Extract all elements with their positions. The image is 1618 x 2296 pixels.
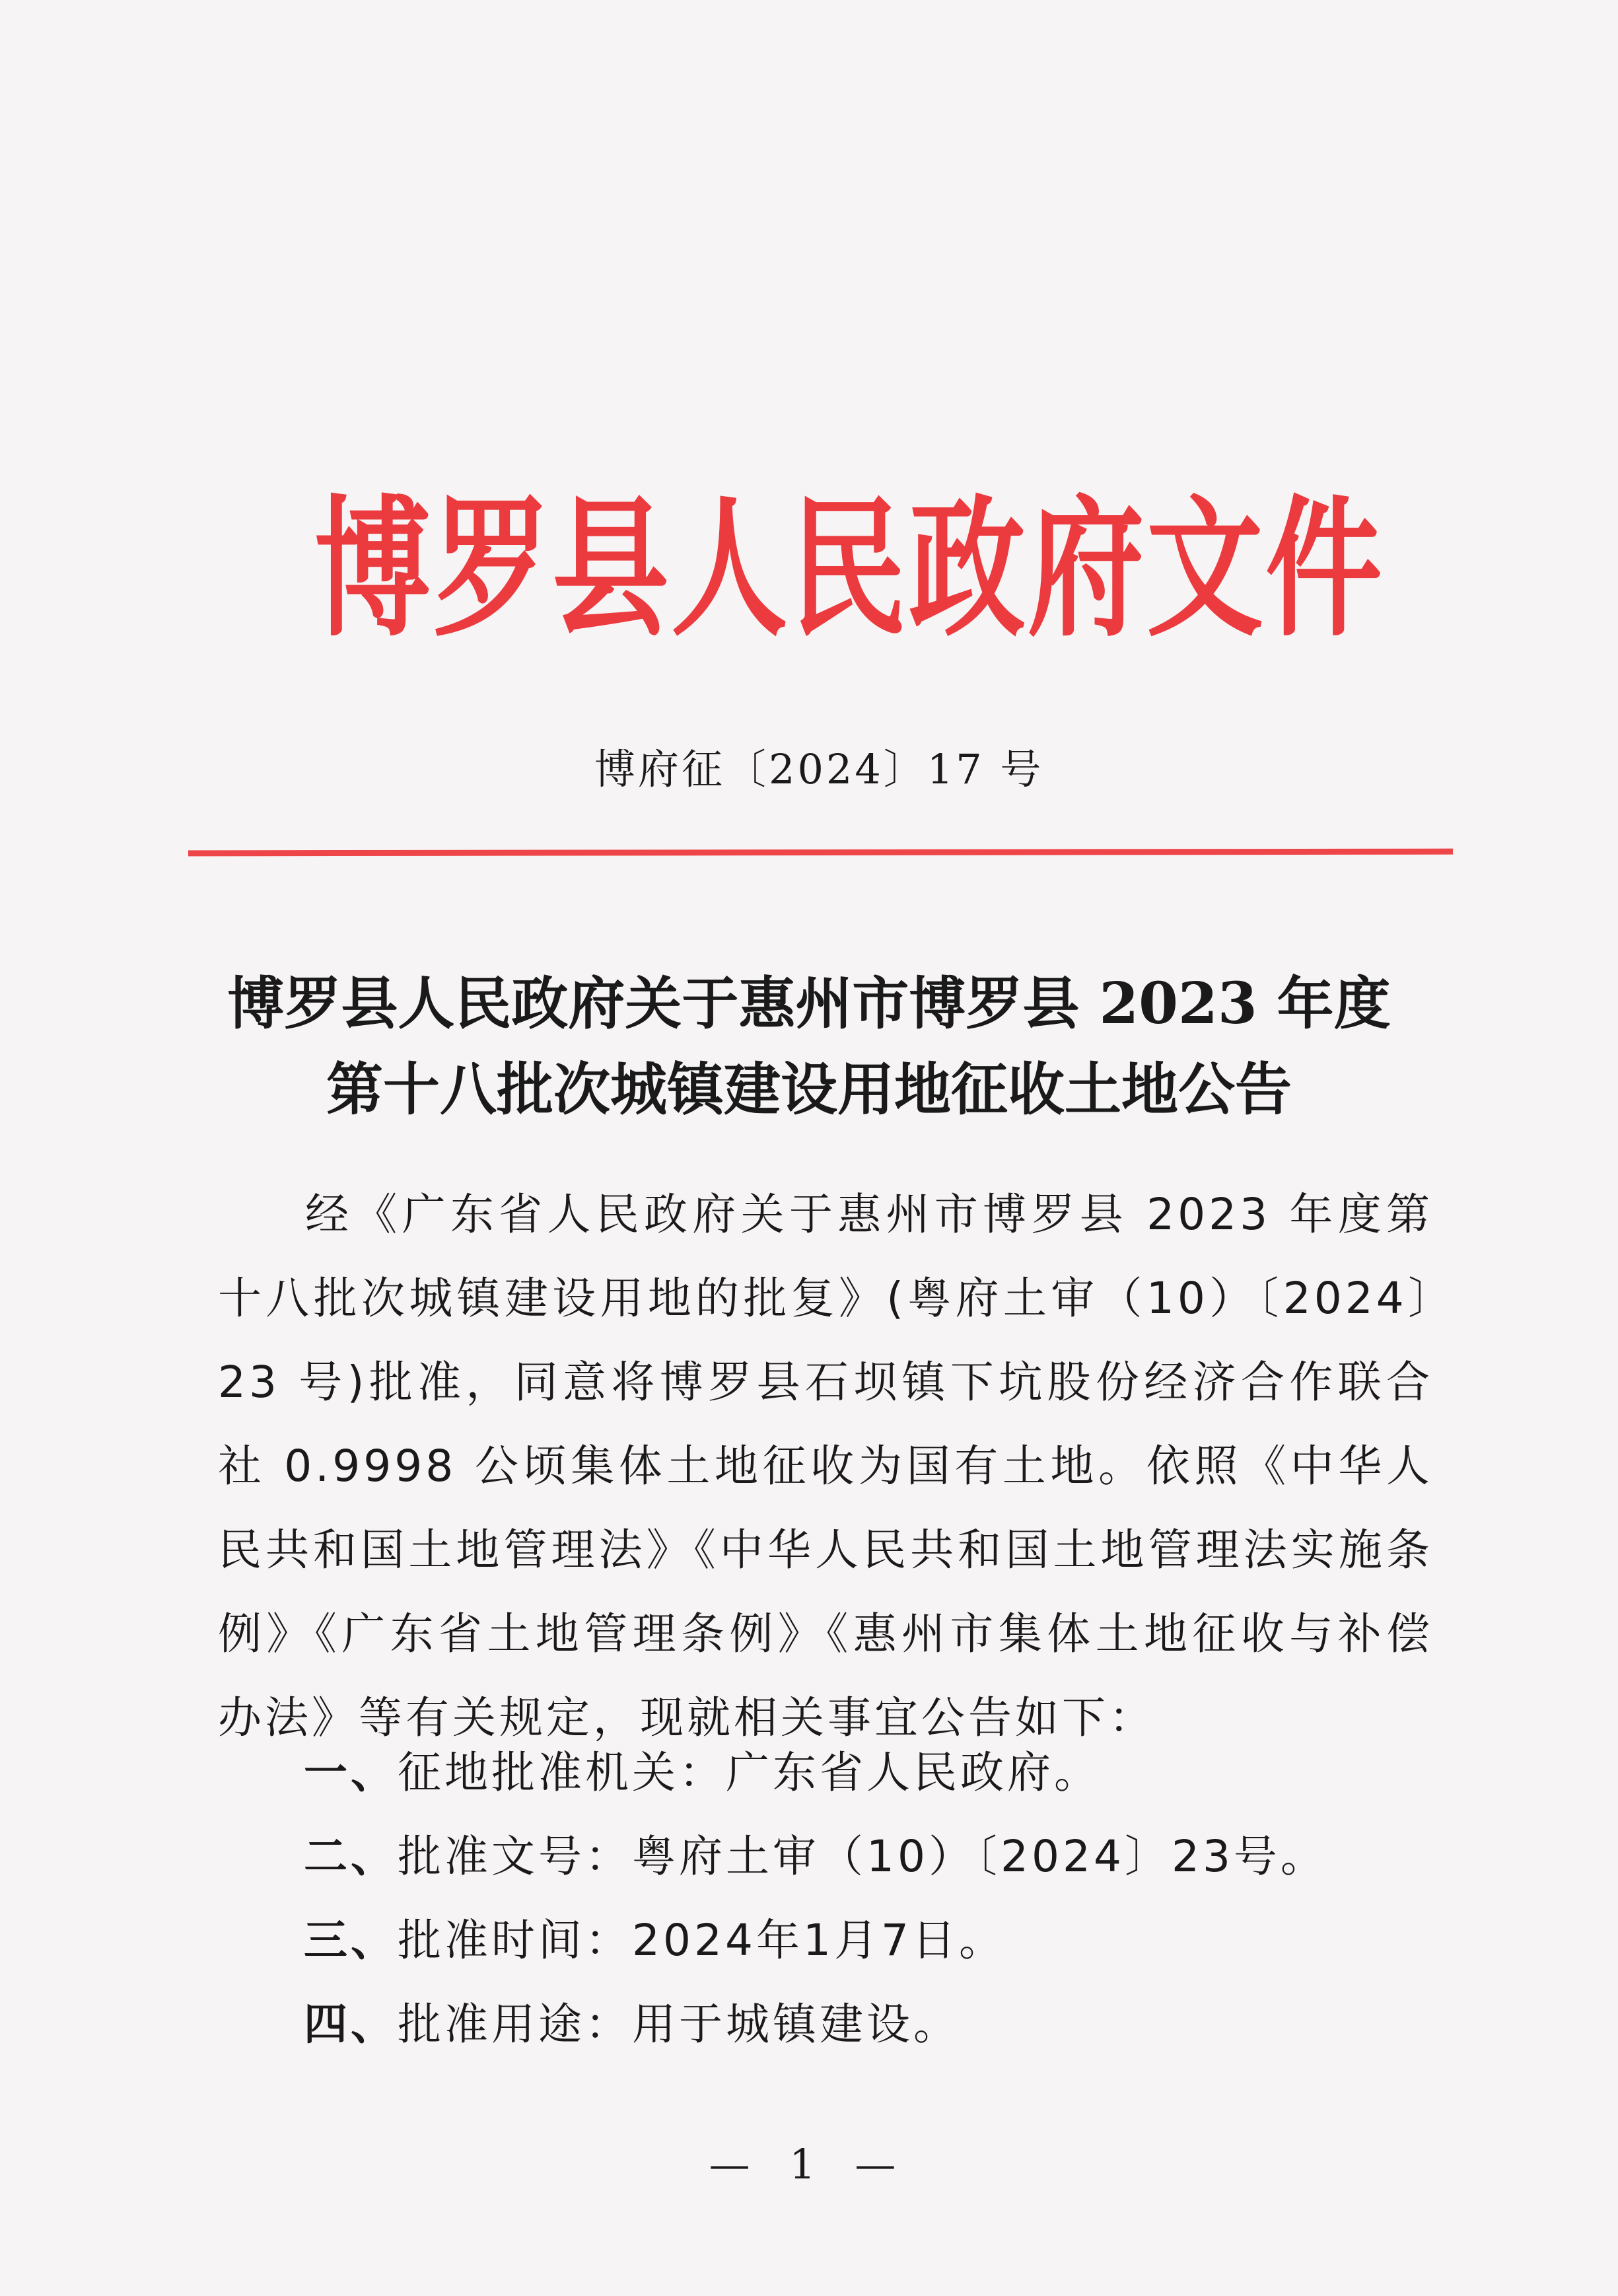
item-approval-purpose [304, 1982, 1426, 2066]
item-label: 批准时间： [398, 1915, 632, 1966]
item-value: 用于城镇建设。 [632, 1999, 960, 2050]
masthead-char: 博 [314, 479, 431, 657]
document-number: 博府征〔2024〕17 号 [594, 745, 1044, 793]
item-value: 粤府土审（10）〔2024〕23号。 [632, 1831, 1327, 1882]
item-label: 批准用途： [398, 1999, 632, 2050]
item-number: 三、 [304, 1915, 398, 1966]
item-number: 四、 [304, 1999, 398, 2050]
item-value: 广东省人民政府。 [726, 1747, 1101, 1798]
masthead-char: 件 [1265, 479, 1382, 657]
item-label: 征地批准机关： [398, 1747, 726, 1798]
masthead-title [304, 477, 1382, 659]
document-title-line-1: 博罗县人民政府关于惠州市博罗县 2023 年度 [227, 970, 1391, 1037]
masthead-char: 民 [790, 479, 907, 657]
masthead-char: 罗 [433, 479, 550, 657]
masthead-char: 政 [909, 479, 1026, 657]
item-value: 2024年1月7日。 [632, 1915, 1006, 1966]
item-approval-authority [304, 1731, 1426, 1814]
masthead-char: 府 [1028, 479, 1144, 657]
item-label: 批准文号： [398, 1831, 632, 1882]
masthead-char: 文 [1146, 479, 1263, 657]
item-approval-date [304, 1898, 1426, 1982]
item-approval-number [304, 1814, 1426, 1898]
body-paragraph: 经《广东省人民政府关于惠州市博罗县 2023 年度第十八批次城镇建设用地的批复》(粤府土审（10）〔2024〕23 号)批准，同意将博罗县石坝镇下坑股份经济合作联合社 0.9998 公顷集体土地征收为国有土地。依照《中华人民共和国土地管理法》《中华人民共和国土地管理法实施条例》《广东省土地管理条例》《惠州市集体土地征收与补偿办法》等有关规定，现就相关事宜公告如下： [218, 1189, 1433, 1743]
red-separator-line [188, 849, 1453, 857]
announcement-items [304, 1731, 1426, 2066]
masthead-char: 县 [552, 479, 669, 657]
masthead-char: 人 [671, 479, 788, 657]
page-number: — 1 — [709, 2140, 909, 2188]
item-number: 一、 [304, 1747, 398, 1798]
document-title-line-2: 第十八批次城镇建设用地征收土地公告 [326, 1056, 1292, 1123]
item-number: 二、 [304, 1831, 398, 1882]
body-section [218, 1172, 1433, 1760]
